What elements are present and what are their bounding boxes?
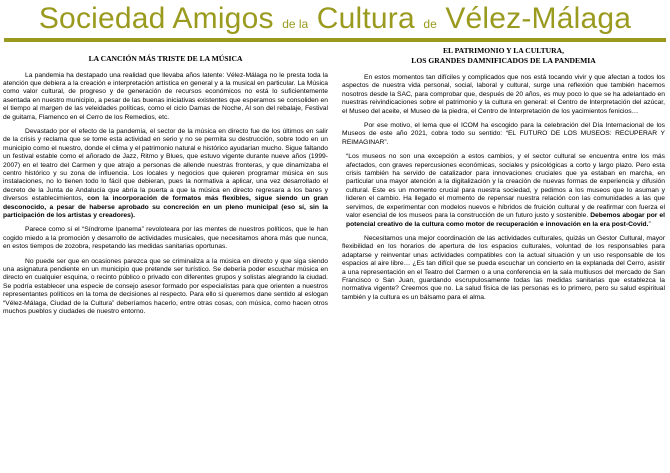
left-article-paragraph-2-bold: con la incorporación de formatos más flexibles, sigue siendo un gran desconocido, a pesar de haberse aprobado su concreción en un pleno municipal (eso sí, sin la participación de los artistas y creadores). xyxy=(3,195,328,219)
masthead-part-velez-malaga: Vélez-Málaga xyxy=(436,2,632,35)
right-article-title-line-2: LOS GRANDES DAMNIFICADOS DE LA PANDEMIA xyxy=(411,55,596,65)
right-article xyxy=(342,46,665,473)
masthead xyxy=(0,0,670,38)
masthead-part-sociedad-amigos: Sociedad Amigos xyxy=(38,2,283,35)
right-article-quote-text: “Los museos no son una excepción a estos cambios, y el sector cultural se encuentra entre los más afectados, con graves repercusiones económicas, sociales y psicológicas a corto y largo plazo. Pero esta crisis también ha servido de catalizador para innovaciones cruciales que ya estaban en marcha, en particular una mayor atención a la digitalización y la creación de nuevas formas de experiencia y difusión cultural. Este es un momento crucial para nuestra sociedad, y pedimos a los museos que lo asuman y lideren el cambio. Ha llegado el momento de repensar nuestra relación con las comunidades a las que servimos, de experimentar con modelos nuevos e híbridos de fruición cultural y de reafirmar con fuerza el valor esencial de los museos para la construcción de un futuro justo y sostenible. xyxy=(346,153,665,220)
left-article-paragraph-4: No puede ser que en ocasiones parezca que se criminaliza a la música en directo y que siga siendo una asignatura pendiente en un municipio que pretende ser turístico. Se debería poder escuchar música en directo en cualquier esquina, o recinto público o privado con diferentes grupos y solistas alegrando la ciudad. Se podría establecer una especie de consejo asesor formado por especialistas para que orienten a nuestros representantes políticos en la toma de decisiones al respecto. Para ello si queremos dane sentido al eslogan “Vélez-Málaga, Ciudad de la Cultura” deberíamos hacerlo, entre otras cosas, con música, como hacen otros muchos pueblos y ciudades de nuestro entorno. xyxy=(3,257,328,316)
right-article-quote-bold: Debemos abogar por el potencial creativo de la cultura como motor de recuperación e innovación en la era post-Covid. xyxy=(346,212,665,228)
left-article-paragraph-1: La pandemia ha destapado una realidad que llevaba años latente: Vélez-Málaga no le presta toda la atención que debiera a la creación e interpretación artística en general y a la musical en particular. La Música como valor cultural, de progreso y de generación de recursos económicos no está lo suficientemente asentada en nuestro municipio, a pesar de las buenas iniciativas existentes que esperamos se consoliden en el tiempo al margen de las veleidades políticas, como el ciclo Damas de Noche, Al son del rebalaje, Festival de guitarra, Flamenco en el Cerro de los Remedios, etc. xyxy=(3,71,328,121)
left-article-paragraph-3: Parece como si el “Síndrome Ipanema” revoloteara por las mentes de nuestros políticos, que le han cogido miedo a la promoción y desarrollo de actividades musicales, que necesitamos ahora más que nunca, en estos tiempos de zozobra, respetando las medidas sanitarias oportunas. xyxy=(3,226,328,251)
right-article-title-line-1: EL PATRIMONIO Y LA CULTURA, xyxy=(442,46,565,55)
masthead-part-cultura: Cultura xyxy=(308,2,424,35)
masthead-divider xyxy=(4,38,666,42)
left-article xyxy=(3,46,328,473)
right-article-paragraph-4: Necesitamos una mejor coordinación de las actividades culturales, quizás un Gestor Cultural, mayor flexibilidad en los horarios de apertura de los espacios culturales, voluntad de los responsables para adaptarse y reinventar unas actividades compatibles con la actual situación y un uso responsable de los espacios al aire libre… ¿Es tan difícil que se pueda escuchar un concierto en la explanada del Cerro, asistir a una representación en el Teatro del Carmen o a una conferencia en la sala multiusos del mercado de San Francisco o San Juan, guardando escrupulosamente todas las medidas sanitarias que establezca la normativa vigente? Creemos que no. La salud física de las personas es lo primero, pero su salud espiritual también y la cultura es un bálsamo para el alma. xyxy=(342,234,665,301)
left-article-paragraph-2 xyxy=(3,128,328,220)
right-article-paragraph-1: En estos momentos tan difíciles y complicados que nos está tocando vivir y que afectan a todos los aspectos de nuestra vida personal, social, laboral y cultural, surge una reflexión que también hacemos nosotros desde la SAC, para comprobar que, después de 20 años, es muy poco lo que se ha adelantado en nuestras reivindicaciones sobre el patrimonio y la cultura en general: el Centro de Interpretación del azúcar, el Museo del aceite, el Museo de la piedra, el Centro de Interpretación de los yacimientos fenicios… xyxy=(342,74,665,115)
right-article-quote-close: ” xyxy=(648,220,651,228)
masthead-part-de-la: de la xyxy=(282,17,309,31)
left-article-paragraph-2-text: Devastado por el efecto de la pandemia, el sector de la música en directo fue de los últimos en salir de la crisis y reclama que se tome esta actividad en serio y no se permita su destrucción, sobre todo en un municipio como el nuestro, donde el clima y el patrimonio natural e histórico ayudarían mucho. Sigue faltando un festival estable como el añorado de Jazz, Ritmo y Blues, que estuvo vigente durante nueve años (1999-2007) en el teatro del Carmen y que atrajo a personas de allende nuestras fronteras, y que dinamizaba el centro histórico y su zona de influencia. Los locales y negocios que quieren programar música en sus instalaciones, no lo tienen todo lo fácil que debieran, pues la normativa a aplicar, una vez desarrollado el decreto de la Junta de Andalucía que abría la puerta a que la música en directo regresara a los bares y diversos establecimientos, xyxy=(3,127,328,203)
right-article-quote xyxy=(342,153,665,229)
masthead-part-de: de xyxy=(423,17,437,31)
left-article-title: LA CANCIÓN MÁS TRISTE DE LA MÚSICA xyxy=(88,54,243,63)
right-article-paragraph-2: Por ese motivo, el lema que el ICOM ha escogido para la celebración del Día Internacional de los Museos de este año 2021, cobra todo su sentido: “EL FUTURO DE LOS MUSEOS: RECUPERAR Y REIMAGINAR”. xyxy=(342,122,665,146)
